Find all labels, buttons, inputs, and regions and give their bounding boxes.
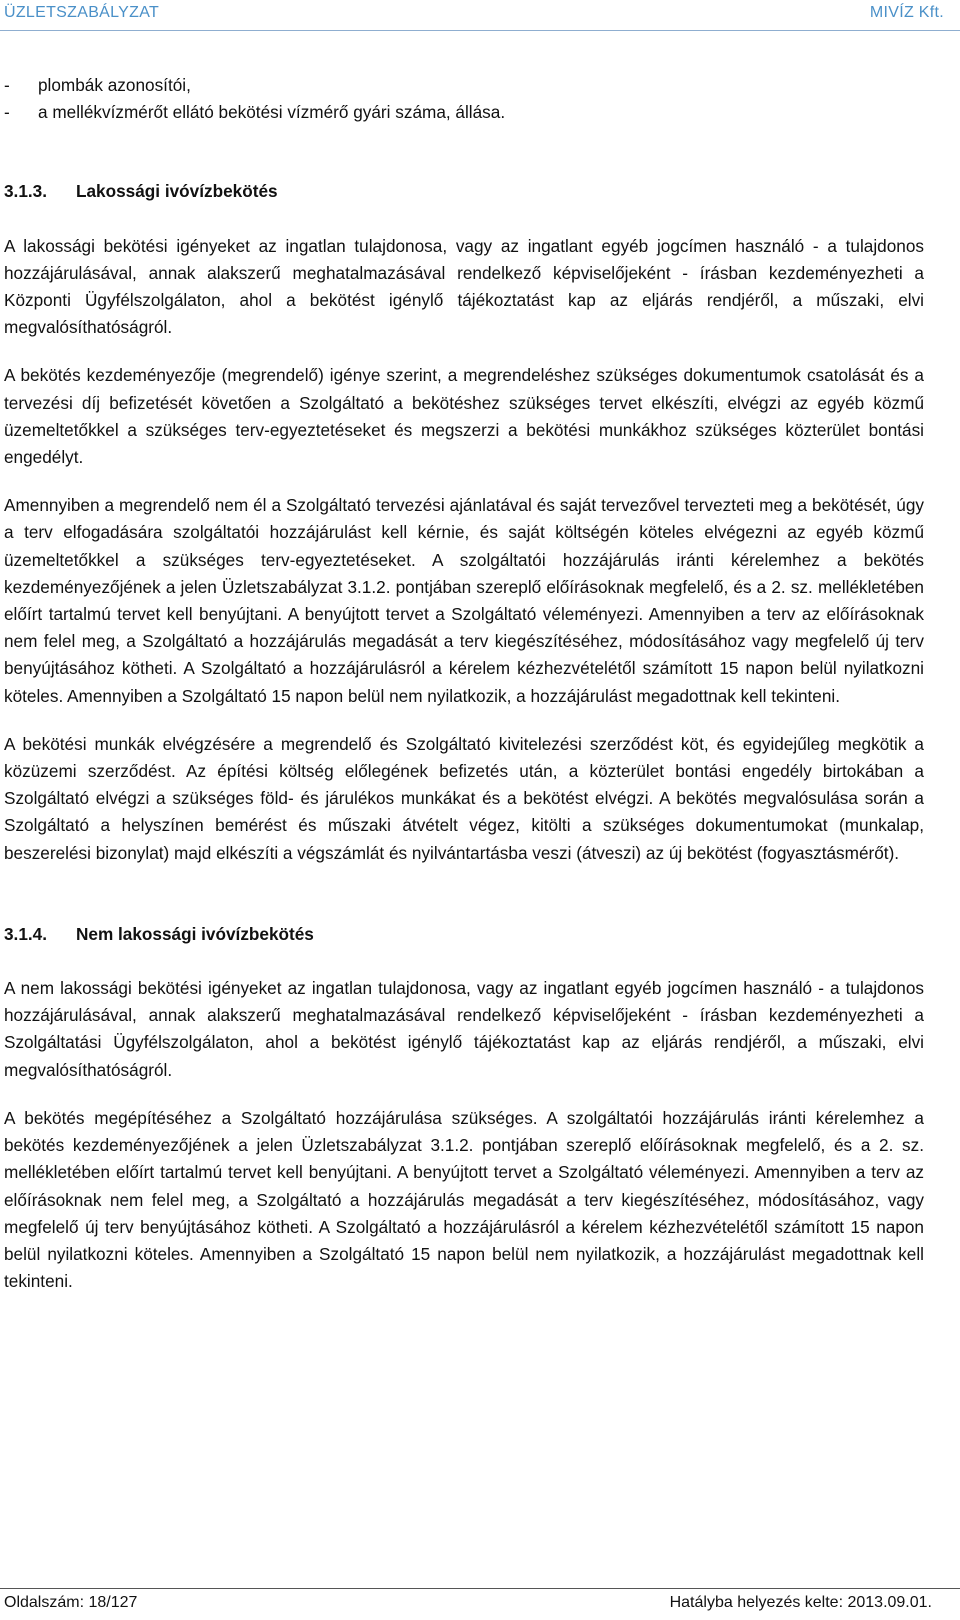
page-footer bbox=[4, 1594, 932, 1616]
list-item bbox=[4, 72, 924, 99]
list-item-text: plombák azonosítói, bbox=[38, 75, 191, 95]
paragraph: Amennyiben a megrendelő nem él a Szolgáltató tervezési ajánlatával és saját tervezővel tervezteti meg a bekötését, úgy a terv elfogadására szolgáltatói hozzájárulást kell kérnie, és saját költségén köteles elvégezni az egyéb közmű üzemeltetőkkel a szükséges terv-egyeztetéseket. A szolgáltatói hozzájárulás iránti kérelemhez a bekötés kezdeményezőjének a jelen Üzletszabályzat 3.1.2. pontjában szereplő előírásoknak megfelelő, és a 2. sz. mellékletében előírt tartalmú tervet kell benyújtani. A benyújtott tervet a Szolgáltató véleményezi. Amennyiben a terv az előírásoknak nem felel meg, a Szolgáltató a hozzájárulás megadását a terv kiegészítéséhez, módosításához vagy megfelelő új terv benyújtásához kötheti. A Szolgáltató a hozzájárulásról a kérelem kézhezvételétől számított 15 napon belül nyilatkozni köteles. Amennyiben a Szolgáltató 15 napon belül nem nyilatkozik, a hozzájárulást megadottnak kell tekinteni. bbox=[4, 495, 924, 706]
header-title: ÜZLETSZABÁLYZAT bbox=[4, 4, 160, 21]
section-title: Lakossági ivóvízbekötés bbox=[76, 181, 278, 202]
bullet-dash: - bbox=[4, 75, 10, 95]
page-number: Oldalszám: 18/127 bbox=[4, 1594, 138, 1611]
section-number: 3.1.4. bbox=[4, 923, 48, 944]
section-title: Nem lakossági ivóvízbekötés bbox=[76, 923, 314, 944]
paragraph: A lakossági bekötési igényeket az ingatlan tulajdonosa, vagy az ingatlant egyéb jogcímen használó - a tulajdonos hozzájárulásával, annak alakszerű meghatalmazásával rendelkező képviselőjeként - írásban kezdeményezheti a Központi Ügyfélszolgálaton, ahol a bekötést igénylő tájékoztatást kap az eljárás rendjéről, a műszaki, elvi megvalósíthatóságról. bbox=[4, 235, 924, 338]
section-heading-314 bbox=[4, 921, 924, 948]
list-item-text: a mellékvízmérőt ellátó bekötési vízmérő gyári száma, állása. bbox=[38, 102, 506, 123]
effective-date: Hatályba helyezés kelte: 2013.09.01. bbox=[669, 1594, 932, 1611]
section-heading-313 bbox=[4, 178, 924, 205]
list-item bbox=[4, 99, 924, 126]
paragraph: A bekötési munkák elvégzésére a megrendelő és Szolgáltató kivitelezési szerződést köt, és egyidejűleg megkötik a közüzemi szerződést. Az építési költség előlegének befizetés után, a közterület bontási engedély birtokában a Szolgáltató elvégzi a szükséges föld- és járulékos munkákat és a bekötést elvégzi. A bekötés megvalósulása során a Szolgáltató a helyszínen bemérést és műszaki átvételt végez, kitölti a szükséges dokumentumokat (munkalap, beszerelési bizonylat) majd elkészíti a végszámlát és nyilvántartásba veszi (átveszi) az új bekötést (fogyasztásmérőt). bbox=[4, 733, 924, 863]
paragraph: A nem lakossági bekötési igényeket az ingatlan tulajdonosa, vagy az ingatlant egyéb jogcímen használó - a tulajdonos hozzájárulásával, annak alakszerű meghatalmazásával rendelkező képviselőjeként - írásban kezdeményezheti a Szolgáltatási Ügyfélszolgálaton, ahol a bekötést igénylő tájékoztatást kap az eljárás rendjéről, a műszaki, elvi megvalósíthatóságról. bbox=[4, 978, 924, 1080]
paragraph: A bekötés megépítéséhez a Szolgáltató hozzájárulása szükséges. A szolgáltatói hozzájárulás iránti kérelemhez a bekötés kezdeményezőjének a jelen Üzletszabályzat 3.1.2. pontjában szereplő előírásoknak megfelelő, és a 2. sz. mellékletében előírt tartalmú tervet kell benyújtani. A benyújtott tervet a Szolgáltató véleményezi. Amennyiben a terv az előírásoknak nem felel meg, a Szolgáltató a hozzájárulás megadását a terv kiegészítéséhez, módosításához, vagy megfelelő új terv benyújtásához kötheti. A Szolgáltató a hozzájárulásról a kérelem kézhezvételétől számított 15 napon belül nyilatkozni köteles. Amennyiben a Szolgáltató 15 napon belül nem nyilatkozik, a hozzájárulást megadottnak kell tekinteni. bbox=[4, 1107, 924, 1292]
footer-divider bbox=[0, 1588, 960, 1589]
document-body bbox=[4, 72, 924, 1295]
section-number: 3.1.3. bbox=[4, 181, 48, 202]
header-divider bbox=[0, 30, 960, 31]
paragraph: A bekötés kezdeményezője (megrendelő) igénye szerint, a megrendeléshez szükséges dokumentumok csatolását és a tervezési díj befizetését követően a Szolgáltató a bekötéshez szükséges tervet elkészíti, elvégzi az egyéb közmű üzemeltetőkkel a szükséges terv-egyeztetéseket és megszerzi a bekötési munkákhoz szükséges közterület bontási engedélyt. bbox=[4, 365, 924, 468]
bullet-dash: - bbox=[4, 102, 10, 123]
bullet-list bbox=[4, 72, 924, 126]
page-header bbox=[4, 4, 944, 28]
header-company: MIVÍZ Kft. bbox=[869, 4, 944, 21]
